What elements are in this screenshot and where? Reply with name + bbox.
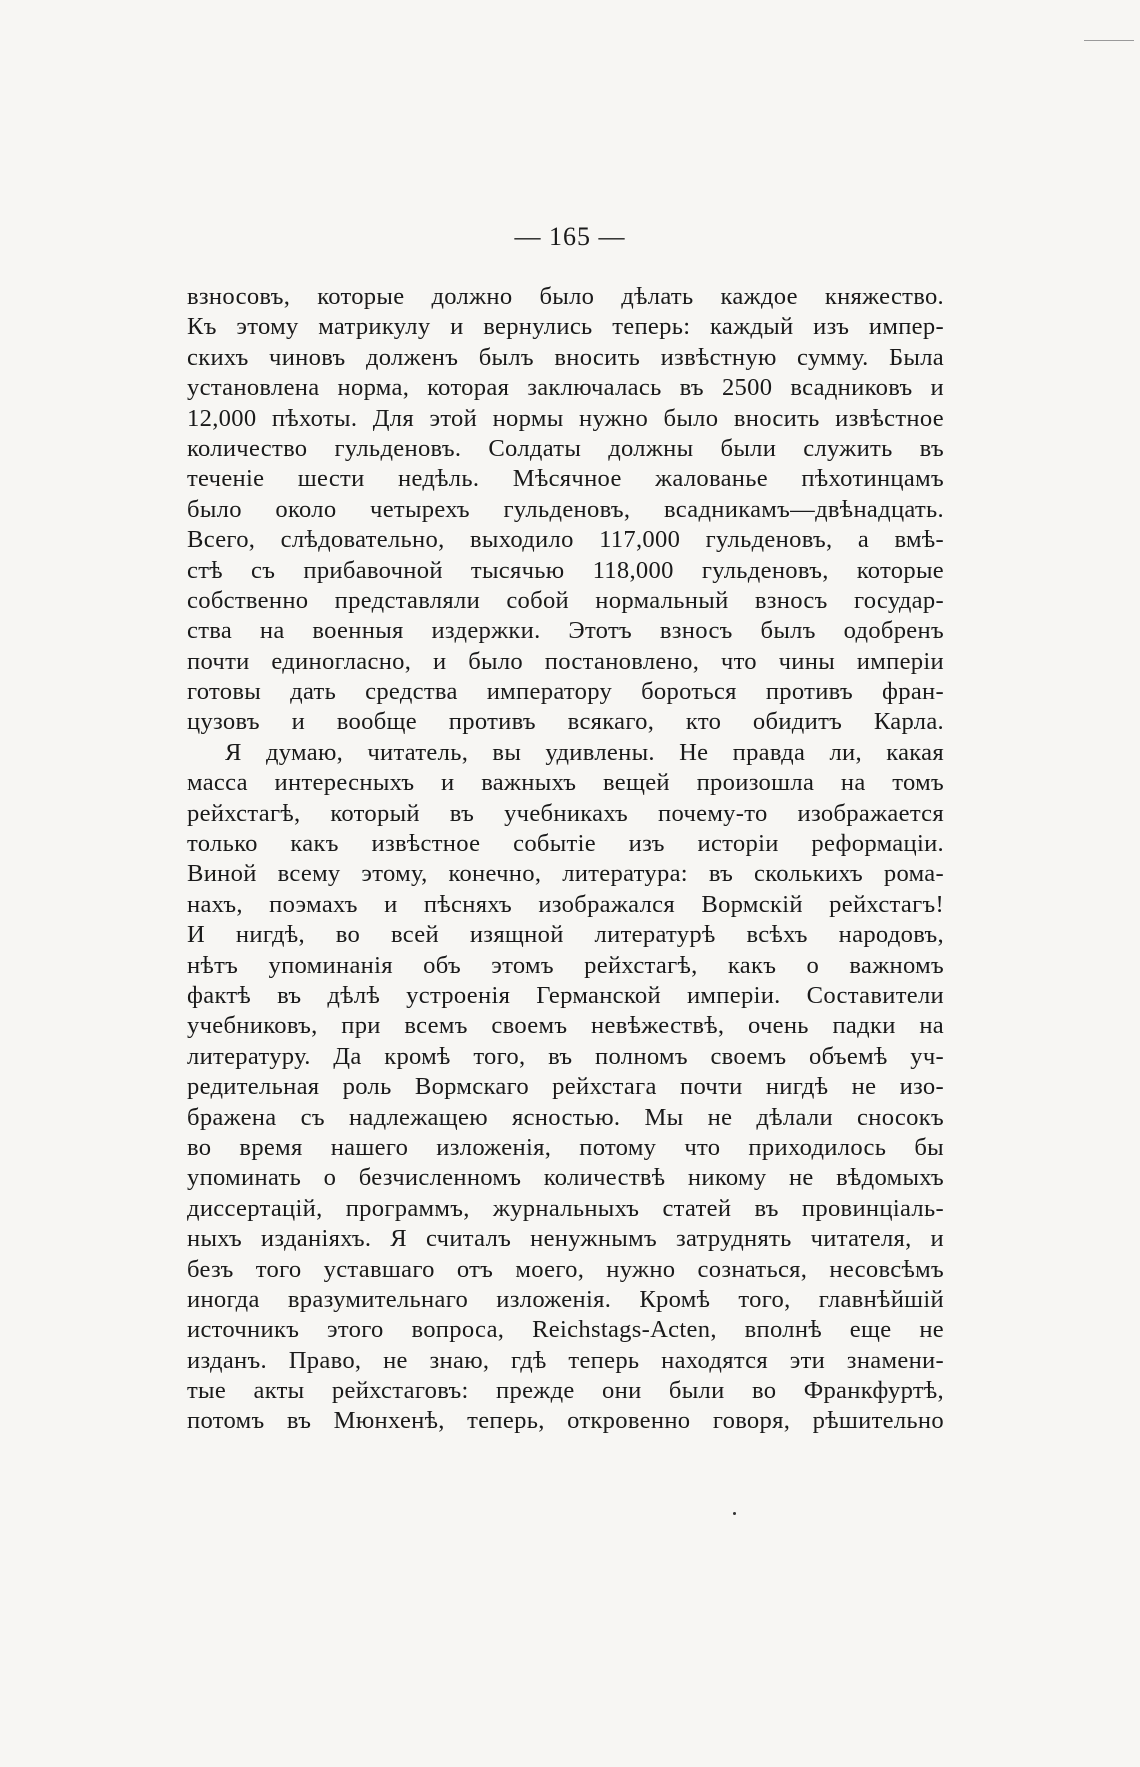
text-line: Всего, слѣдовательно, выходило 117,000 гульденовъ, а вмѣ-: [187, 526, 944, 554]
text-line: диссертацій, программъ, журнальныхъ статей въ провинціаль-: [187, 1194, 944, 1222]
text-line: стѣ съ прибавочной тысячью 118,000 гульденовъ, которые: [187, 556, 944, 584]
text-line: Къ этому матрикулу и вернулись теперь: каждый изъ импер-: [187, 313, 944, 341]
text-line: масса интересныхъ и важныхъ вещей произошла на томъ: [187, 769, 944, 797]
text-line: изданъ. Право, не знаю, гдѣ теперь находятся эти знамени-: [187, 1346, 944, 1374]
text-line: упоминать о безчисленномъ количествѣ никому не вѣдомыхъ: [187, 1164, 944, 1192]
text-line: цузовъ и вообще противъ всякаго, кто обидитъ Карла.: [187, 708, 944, 736]
text-line: почти единогласно, и было постановлено, что чины имперіи: [187, 647, 944, 675]
text-line: взносовъ, которые должно было дѣлать каждое княжество.: [187, 283, 944, 310]
text-line: источникъ этого вопроса, Reichstags-Acten, вполнѣ еще не: [187, 1316, 944, 1344]
paragraph-start-line: Я думаю, читатель, вы удивлены. Не правда ли, какая: [225, 738, 944, 766]
text-line: скихъ чиновъ долженъ былъ вносить извѣстную сумму. Была: [187, 343, 944, 371]
text-line: теченіе шести недѣль. Мѣсячное жалованье пѣхотинцамъ: [187, 465, 944, 493]
text-line: литературу. Да кромѣ того, въ полномъ своемъ объемѣ уч-: [187, 1042, 944, 1070]
text-line: установлена норма, которая заключалась въ 2500 всадниковъ и: [187, 374, 944, 402]
page-edge-mark: [1084, 40, 1134, 41]
text-line: бражена съ надлежащею ясностью. Мы не дѣлали сносокъ: [187, 1103, 944, 1131]
text-line: нѣтъ упоминанія объ этомъ рейхстагѣ, какъ о важномъ: [187, 951, 944, 979]
scan-speck: [733, 1512, 736, 1515]
text-line: готовы дать средства императору бороться противъ фран-: [187, 678, 944, 706]
text-line: фактѣ въ дѣлѣ устроенія Германской имперіи. Составители: [187, 981, 944, 1009]
text-line: собственно представляли собой нормальный взносъ государ-: [187, 586, 944, 614]
text-line: тые акты рейхстаговъ: прежде они были во Франкфуртѣ,: [187, 1377, 944, 1405]
text-line: Виной всему этому, конечно, литература: въ сколькихъ рома-: [187, 860, 944, 888]
text-line: иногда вразумительнаго изложенія. Кромѣ того, главнѣйшій: [187, 1285, 944, 1313]
text-line: количество гульденовъ. Солдаты должны были служить въ: [187, 434, 944, 462]
text-line: рейхстагѣ, который въ учебникахъ почему-то изображается: [187, 799, 944, 827]
text-line: нахъ, поэмахъ и пѣсняхъ изображался Вормскій рейхстагъ!: [187, 890, 944, 918]
text-line: ства на военныя издержки. Этотъ взносъ былъ одобренъ: [187, 617, 944, 645]
text-line: потомъ въ Мюнхенѣ, теперь, откровенно говоря, рѣшительно: [187, 1407, 944, 1435]
text-line: безъ того уставшаго отъ моего, нужно сознаться, несовсѣмъ: [187, 1255, 944, 1283]
text-line: учебниковъ, при всемъ своемъ невѣжествѣ, очень падки на: [187, 1012, 944, 1040]
text-line: только какъ извѣстное событіе изъ исторіи реформаціи.: [187, 830, 944, 858]
text-line: 12,000 пѣхоты. Для этой нормы нужно было вносить извѣстное: [187, 404, 944, 432]
text-line: ныхъ изданіяхъ. Я считалъ ненужнымъ затруднять читателя, и: [187, 1225, 944, 1253]
page-number: — 165 —: [514, 222, 626, 251]
body-text: [187, 282, 944, 1437]
text-line: во время нашего изложенія, потому что приходилось бы: [187, 1133, 944, 1161]
text-line: было около четырехъ гульденовъ, всадникамъ—двѣнадцать.: [187, 495, 944, 523]
text-line: редительная роль Вормскаго рейхстага почти нигдѣ не изо-: [187, 1073, 944, 1101]
text-line: И нигдѣ, во всей изящной литературѣ всѣхъ народовъ,: [187, 921, 944, 949]
